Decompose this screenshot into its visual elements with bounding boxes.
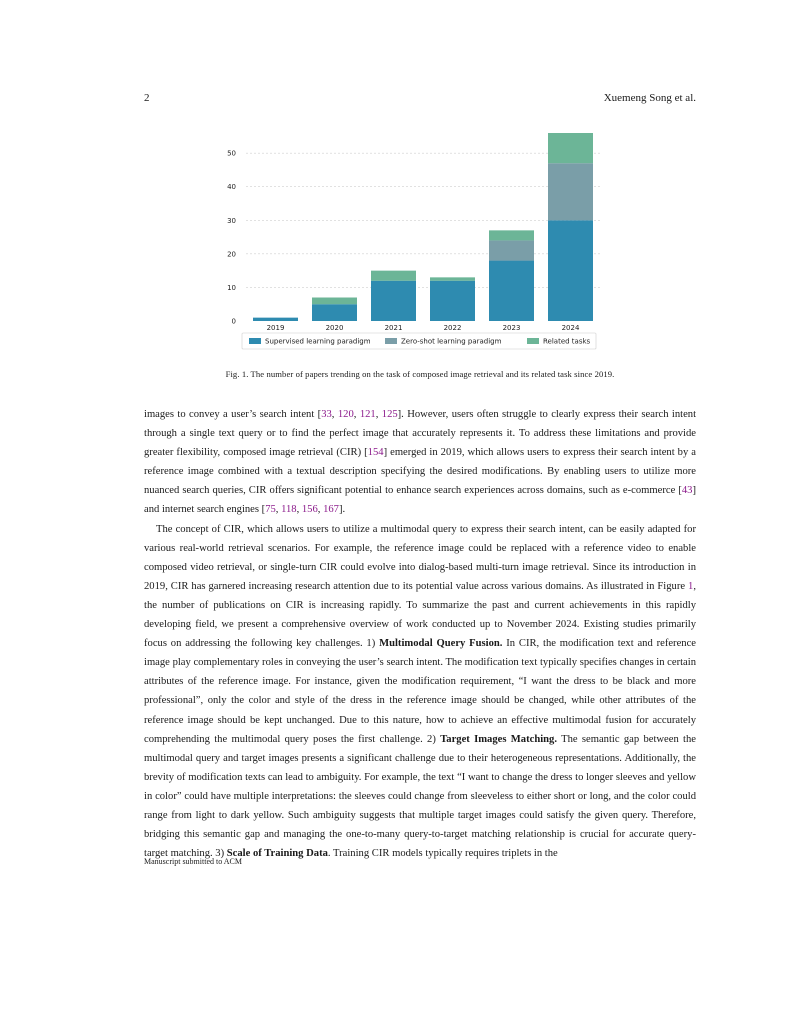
citation-link[interactable]: 167	[323, 504, 339, 516]
legend-label: Related tasks	[543, 337, 591, 346]
citation-link[interactable]: 43	[681, 485, 693, 497]
y-tick-label: 30	[227, 216, 236, 225]
bold-term: Multimodal Query Fusion.	[379, 638, 503, 650]
chart-legend	[242, 333, 596, 349]
papers-per-year-chart	[225, 128, 605, 356]
citation-link[interactable]: 125	[381, 409, 398, 420]
y-axis-ticks	[227, 150, 236, 326]
bar-2023-series-2	[489, 230, 534, 240]
bar-2024-series-2	[548, 133, 593, 163]
citation-link[interactable]: 1	[688, 580, 694, 592]
x-tick-label: 2022	[443, 324, 462, 332]
text-run: The concept of CIR, which allows users to utilize a multimodal query to express their search intent, can be easily adapted for various real-world retrieval scenarios. For example, the reference image could be replaced with a reference video to enable composed video retrieval, or single-turn CIR could evolve into dialog-based multi-turn image retrieval. Since its introduction in 2019, CIR has garnered increasing research attention due to its potential value across various domains. As illustrated in Figure	[144, 523, 696, 592]
citation-link[interactable]: 120	[337, 409, 354, 420]
y-tick-label: 20	[227, 250, 236, 259]
x-tick-label: 2020	[325, 324, 344, 332]
citation-link[interactable]: 118	[281, 504, 297, 516]
bold-term: Target Images Matching.	[440, 733, 557, 745]
chart-bars	[253, 133, 593, 321]
text-run: ,	[375, 409, 382, 420]
citation-link[interactable]: 154	[367, 447, 384, 459]
page-number: 2	[144, 92, 150, 104]
text-run: ]. However, users often struggle to clearly express their search intent through a single text query or to find the perfect image that accurately represents it. To address these limitations and provide greater flexibility, composed image retrieval (CIR) [	[144, 409, 697, 459]
x-tick-label: 2023	[502, 324, 521, 332]
bold-term: Scale of Training Data	[226, 848, 328, 860]
text-run: ,	[331, 409, 338, 420]
legend-swatch	[527, 338, 539, 344]
bar-2024-series-1	[548, 163, 593, 220]
bar-2019-series-0	[253, 318, 298, 321]
text-run: The semantic gap between the multimodal query and target images presents a significant challenge due to their heterogeneous representations. Additionally, the brevity of modification texts can lead to ambiguity. For example, the text “I want to change the dress to longer sleeves and yellow in color” could have multiple interpretations: the sleeves could change from sleeveless to either short or long, and the color could range from light to dark yellow. Such ambiguity suggests that multiple target images could satisfy the given query. Therefore, bridging this semantic gap and managing the one-to-many query-to-target matching relationship is crucial for accurate query-target matching. 3)	[144, 733, 697, 860]
text-run: ].	[338, 504, 346, 516]
text-run: . Training CIR models typically requires triplets in the	[327, 848, 558, 860]
legend-swatch	[249, 338, 261, 344]
bar-2020-series-0	[312, 304, 357, 321]
citation-link[interactable]: 33	[321, 409, 332, 420]
bar-2023-series-0	[489, 261, 534, 321]
citation-link[interactable]: 121	[359, 409, 376, 420]
figure-caption: Fig. 1. The number of papers trending on the task of composed image retrieval and its related task since 2019.	[225, 369, 615, 379]
x-tick-label: 2024	[561, 324, 580, 332]
bar-2022-series-2	[430, 277, 475, 280]
paragraph-1	[144, 405, 696, 520]
text-run: In CIR, the modification text and reference image play complementary roles in conveying the user’s search intent. The modification text typically specifies changes in certain attributes of the reference image. For instance, given the modification requirement, “I want the dress to be black and more professional”, only the color and style of the dress in the reference image should be changed, while other attributes of the reference image should be kept unchanged. Due to this nature, how to achieve an effective multimodal fusion for accurately comprehending the multimodal query poses the first challenge. 2)	[144, 638, 696, 745]
text-run: , the number of publications on CIR is increasing rapidly. To summarize the past and current achievements in this rapidly developing field, we present a comprehensive overview of work conducted up to November 2024. Existing studies primarily focus on addressing the following key challenges. 1)	[144, 580, 696, 650]
legend-swatch	[385, 338, 397, 344]
citation-link[interactable]: 156	[301, 504, 318, 516]
legend-label: Zero-shot learning paradigm	[401, 337, 502, 346]
y-tick-label: 0	[231, 317, 236, 326]
text-run: ] and internet search engines [	[144, 485, 696, 516]
x-tick-label: 2021	[384, 324, 403, 332]
text-run: ,	[353, 409, 360, 420]
bar-2022-series-0	[430, 281, 475, 321]
text-run: ] emerged in 2019, which allows users to express their search intent by a reference image combined with a textual description specifying the desired modifications. By enabling users to utilize more nuanced search queries, CIR offers significant potential to enhance search experiences across domains, such as e-commerce [	[144, 447, 696, 497]
text-run: ,	[296, 504, 302, 516]
bar-2020-series-2	[312, 298, 357, 305]
y-tick-label: 50	[227, 149, 236, 158]
citation-link[interactable]: 75	[265, 504, 276, 516]
bar-2023-series-1	[489, 240, 534, 260]
body-text	[144, 405, 696, 863]
legend-label: Supervised learning paradigm	[265, 337, 371, 346]
x-tick-label: 2019	[266, 324, 285, 332]
text-run: images to convey a user’s search intent [	[144, 409, 322, 420]
bar-2021-series-2	[371, 271, 416, 281]
y-tick-label: 10	[227, 283, 236, 292]
bar-2021-series-0	[371, 281, 416, 321]
page-footer: Manuscript submitted to ACM	[144, 857, 242, 866]
paragraph-2	[144, 520, 696, 864]
y-tick-label: 40	[227, 183, 236, 192]
chart-grid	[246, 153, 600, 287]
text-run: ,	[275, 504, 282, 516]
text-run: ,	[317, 504, 324, 516]
running-header	[144, 92, 696, 108]
bar-2024-series-0	[548, 220, 593, 321]
running-authors: Xuemeng Song et al.	[603, 92, 696, 104]
x-axis-ticks	[267, 324, 580, 332]
